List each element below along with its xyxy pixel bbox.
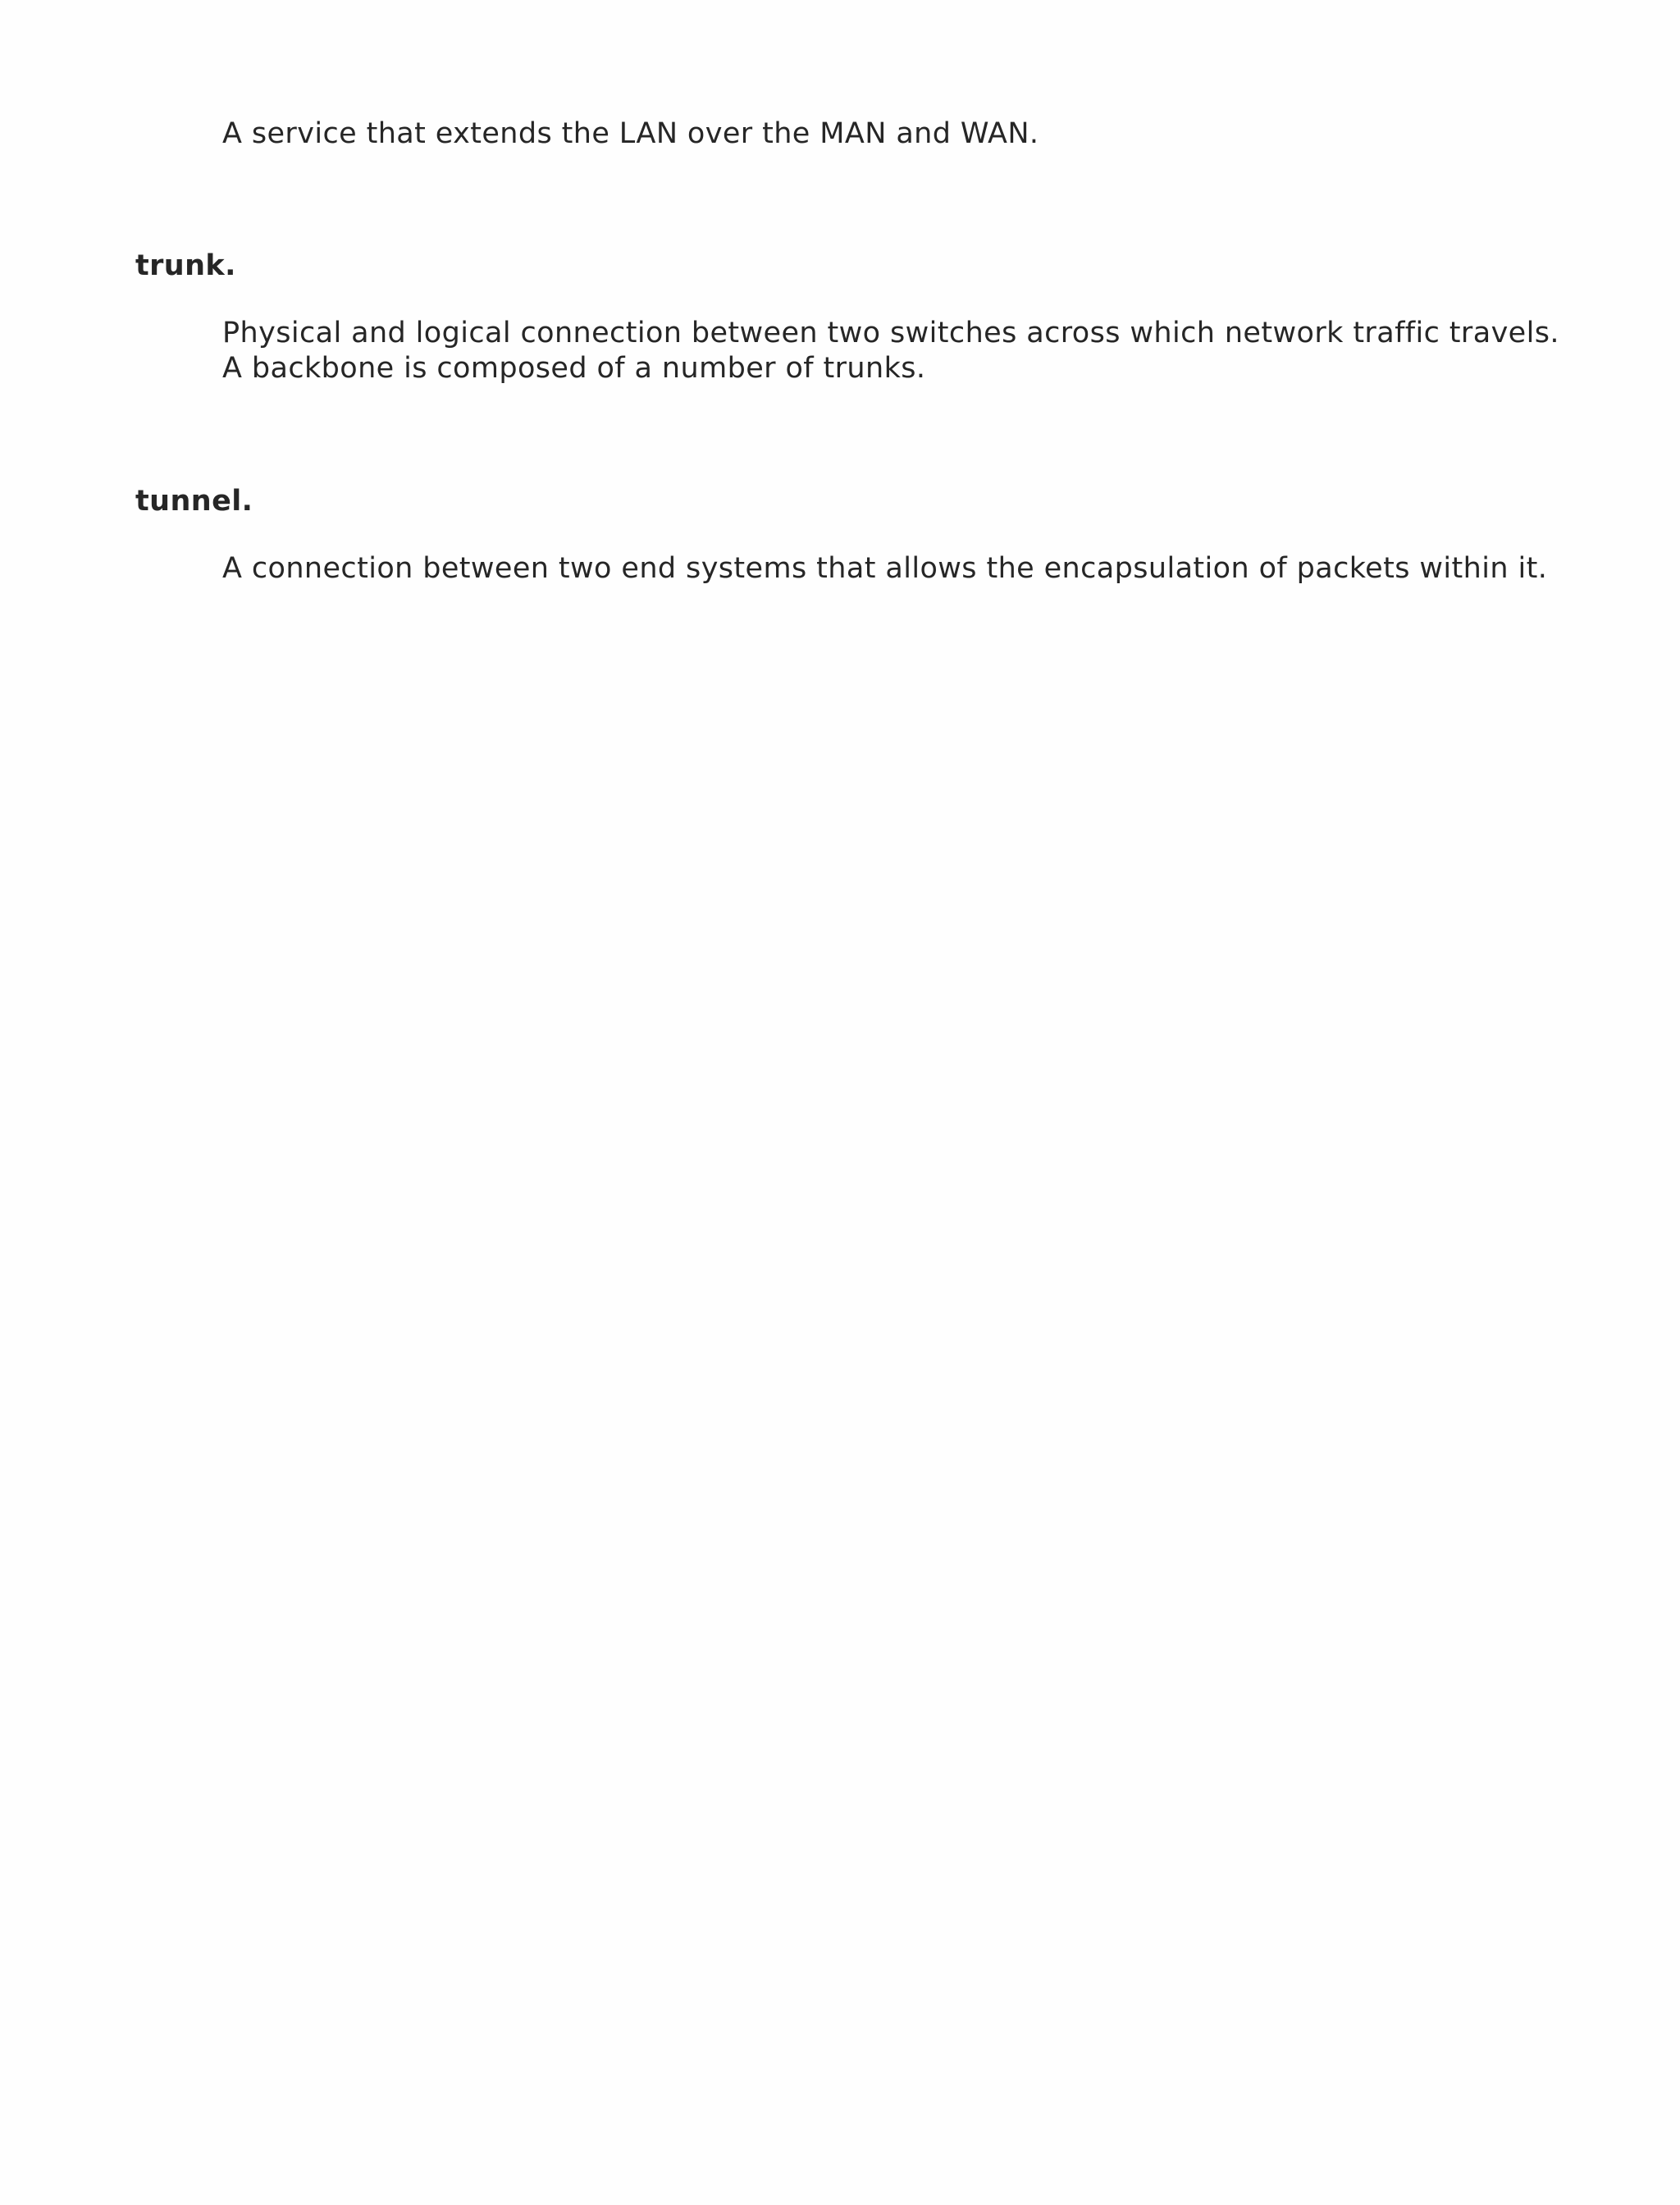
definition-line: Physical and logical connection between two switches across which network traffic travels. [222,317,1559,349]
definition-line: A service that extends the LAN over the MAN and WAN. [222,117,1039,150]
glossary-term-trunk: trunk. [135,249,236,282]
definition-line: A backbone is composed of a number of trunks. [222,352,926,385]
glossary-term-tunnel: tunnel. [135,485,253,518]
definition-line: A connection between two end systems that allows the encapsulation of packets within it. [222,552,1548,585]
